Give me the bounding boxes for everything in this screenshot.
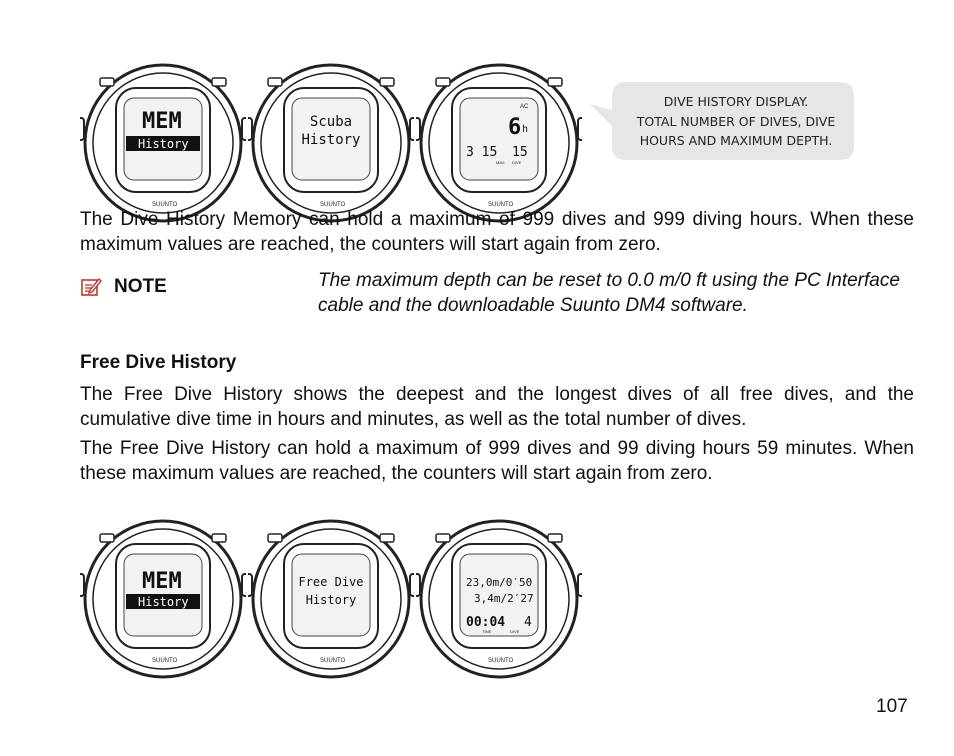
paragraph-dive-history-memory: The Dive History Memory can hold a maximum of 999 dives and 999 diving hours. When these maximum values are reached, the counters will start again from zero. — [80, 209, 914, 255]
callout-line1: DIVE HISTORY DISPLAY. — [663, 94, 809, 109]
lcd-line1: MEM — [142, 569, 182, 594]
brand-label: SUUNTO — [320, 658, 346, 664]
hours-unit: h — [522, 124, 529, 135]
brand-label: SUUNTO — [320, 202, 346, 208]
total-time: 00:04 — [466, 615, 506, 630]
dives-right: 15 — [512, 145, 528, 160]
page-number: 107 — [876, 696, 908, 717]
watch-dive-history-display — [416, 60, 582, 226]
sub-time: TIME — [482, 629, 492, 634]
watch-mem-history-top — [80, 60, 246, 226]
ac-label: AC — [520, 104, 529, 110]
brand-label: SUUNTO — [488, 202, 514, 208]
paragraph-free-dive-shows: The Free Dive History shows the deepest and the longest dives of all free dives, and the cumulative dive time in hours and minutes, as well as the total number of dives. — [80, 384, 914, 430]
sub-max: MAX — [496, 160, 505, 165]
note-pencil-icon — [80, 276, 102, 298]
brand-label: SUUNTO — [152, 658, 178, 664]
dives-left: 3 15 — [466, 145, 498, 160]
callout-line2: TOTAL NUMBER OF DIVES, DIVE — [636, 113, 836, 129]
callout-text — [618, 92, 854, 151]
lcd-line2: History — [305, 593, 357, 607]
watch-mem-history-bottom — [80, 516, 246, 682]
brand-label: SUUNTO — [152, 202, 178, 208]
sub-dive: DIVE — [510, 629, 520, 634]
lcd-line2: History — [138, 137, 189, 151]
note-label — [80, 276, 167, 298]
watch-scuba-history — [248, 60, 414, 226]
watch-free-dive-stats — [416, 516, 582, 682]
lcd-line2: History — [301, 132, 361, 148]
total-dives: 4 — [524, 615, 532, 630]
section-heading-free-dive-history: Free Dive History — [80, 352, 237, 373]
lcd-line1: Scuba — [309, 114, 353, 130]
callout-dive-history-display — [590, 82, 854, 160]
watch-free-dive-history — [248, 516, 414, 682]
longest-dive-row: 3,4m/2′27 — [474, 592, 534, 605]
note-text: The maximum depth can be reset to 0.0 m/0 ft using the PC Interface cable and the downloadable Suunto DM4 software. — [318, 270, 900, 316]
lcd-line1: MEM — [142, 109, 182, 134]
lcd-line1: Free Dive — [298, 575, 364, 589]
lcd-line2: History — [138, 595, 189, 609]
sub-dive: DIVE — [512, 160, 522, 165]
hours-value: 6 — [508, 115, 522, 140]
callout-line3: HOURS AND MAXIMUM DEPTH. — [639, 133, 833, 148]
brand-label: SUUNTO — [488, 658, 514, 664]
deepest-dive-row: 23,0m/0′50 — [466, 576, 533, 589]
paragraph-free-dive-capacity: The Free Dive History can hold a maximum of 999 dives and 99 diving hours 59 minutes. When these maximum values are reached, the counters will start again from zero. — [80, 438, 914, 484]
note-label-text: NOTE — [114, 276, 167, 297]
